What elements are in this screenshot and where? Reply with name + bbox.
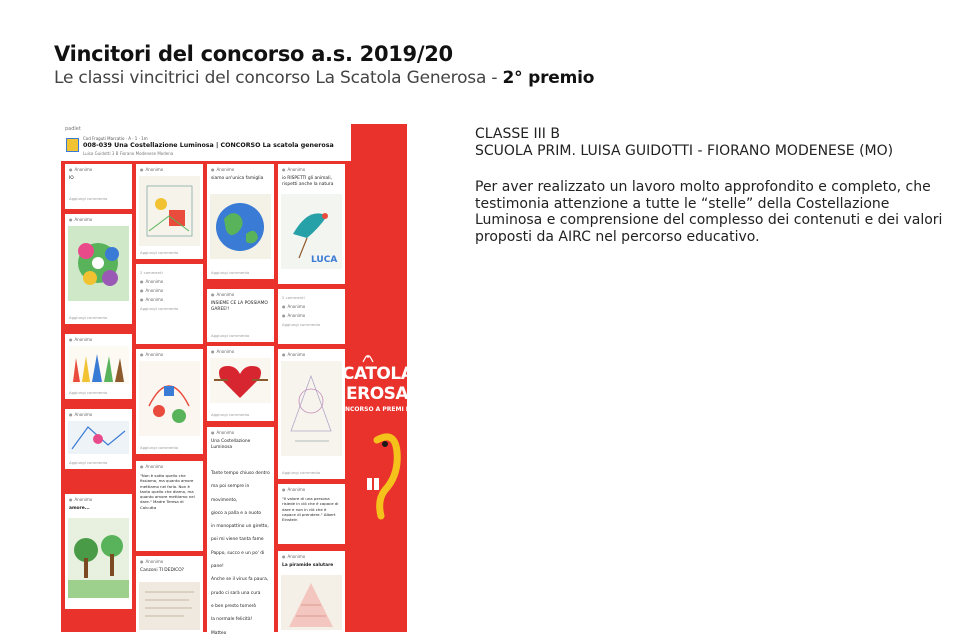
post-card (136, 349, 203, 454)
poem-line: poi mi viene tanta fame (211, 537, 264, 543)
padlet-logo-text: padlet (65, 126, 81, 132)
post-comment-link: Aggiungi commento (140, 445, 179, 450)
post-author: ● Anonimo (140, 288, 199, 293)
page-title: Vincitori del concorso a.s. 2019/20 (54, 42, 453, 66)
post-card (278, 289, 345, 344)
post-card (278, 484, 345, 544)
post-author: ● Anonimo (140, 464, 199, 469)
poem-line: Anche se il virus fa paura, (211, 577, 269, 583)
banner-text-line1: CATOLA (342, 364, 414, 384)
post-comment-link: Aggiungi commento (282, 470, 321, 475)
post-author: ● Anonimo (282, 487, 341, 492)
banner-text-line3: NCORSO A PREMI PE (345, 406, 415, 413)
post-text: "Non è sotto quello che fissiamo, ma quanto amore mettiamo nel farlo. Non è tanto quello che diamo, ma quanto amore mettiamo nel dare." Madre Teresa di Calcutta (140, 473, 195, 510)
post-card-poem (207, 427, 274, 636)
post-comment-link: Aggiungi commento (211, 270, 250, 275)
board-author: Cod Fraguti Marcatio · A · 1 · 1m (83, 136, 148, 141)
post-card (136, 264, 203, 344)
post-author: ● Anonimo (69, 412, 128, 417)
school-name: SCUOLA PRIM. LUISA GUIDOTTI - FIORANO MODENESE (MO) (475, 142, 894, 159)
post-author: ● Anonimo (211, 292, 270, 297)
post-card (136, 461, 203, 551)
ribbon-icon (361, 352, 375, 364)
post-comment-link: Aggiungi commento (140, 306, 179, 311)
post-comments-count: 2 commenti (282, 295, 305, 300)
post-comment-link: Aggiungi commento (211, 333, 250, 338)
post-comment-link: Aggiungi commento (69, 315, 108, 320)
bird-drawing-image (281, 194, 342, 269)
post-comment-link: Aggiungi commento (140, 250, 179, 255)
post-card (65, 334, 132, 399)
poem-line: la normale felicità! (211, 617, 253, 623)
poem-line: gioco a palla e a nuoto (211, 510, 262, 516)
drawing-image (139, 361, 200, 436)
post-author: ● Anonimo (282, 304, 341, 309)
post-card (278, 349, 345, 479)
winner-info (475, 126, 955, 245)
post-card (65, 494, 132, 609)
pyramid-drawing-image (281, 575, 342, 630)
board-title: 008-039 Una Costellazione Luminosa | CONCORSO La scatola generosa (83, 142, 334, 149)
drawing-image (210, 194, 271, 259)
drawing-image (68, 226, 129, 301)
post-comments-count: 2 commenti (140, 270, 163, 275)
post-text: amore... (69, 506, 90, 511)
svg-text:LUCA: LUCA (311, 255, 338, 265)
post-card (207, 164, 274, 279)
post-card (65, 409, 132, 469)
post-card (278, 164, 345, 284)
post-author: ● Anonimo (211, 349, 270, 354)
poem-line: e ben presto tornerò (211, 603, 257, 609)
post-text: INSIEME CE LA POSSIAMO GAREE!! (211, 301, 268, 312)
poem-line: Tante tempo chiuso dentro (211, 471, 270, 476)
post-card (65, 164, 132, 209)
padlet-header (61, 124, 351, 161)
poem-line: Pappo, succo e un po' di pane! (211, 550, 265, 570)
post-comment-link: Aggiungi commento (69, 196, 108, 201)
prize-label: 2° premio (502, 68, 595, 88)
post-author: ● Anonimo (282, 313, 341, 318)
drawing-image (68, 346, 129, 384)
post-author: ● Anonimo (140, 279, 199, 284)
mascot-illustration (367, 430, 407, 520)
post-author: ● Anonimo (140, 352, 199, 357)
post-card (207, 289, 274, 342)
post-author: ● Anonimo (69, 337, 128, 342)
banner-text-line2: EROSA (346, 384, 409, 404)
poem-signature: Matteo (211, 630, 227, 636)
drawing-image (139, 176, 200, 246)
post-author: ● Anonimo (69, 217, 128, 222)
post-text: io RISPETTI gli animali, rispetti anche la natura (282, 176, 334, 187)
post-author: ● Anonimo (211, 167, 270, 172)
post-author: ● Anonimo (140, 167, 199, 172)
post-comment-link: Aggiungi commento (282, 322, 321, 327)
post-author: ● Anonimo (211, 430, 270, 435)
post-author: ● Anonimo (140, 559, 199, 564)
poem-line: ma poi sempre in movimento, (211, 484, 250, 503)
poem-line: prudo ci sarà una cura (211, 590, 261, 596)
heart-drawing-image (210, 358, 271, 403)
subtitle-text: Le classi vincitrici del concorso La Scatola Generosa - (54, 68, 503, 88)
padlet-board-screenshot (61, 124, 415, 636)
post-comment-link: Aggiungi commento (211, 412, 250, 417)
post-card (278, 551, 345, 632)
gift-box-icon (66, 138, 79, 152)
post-text: "Il valore di una persona risiede in ciò che è capace di dare e non in ciò che è capace di prendere." Albert Einstein (282, 496, 339, 523)
post-card (136, 556, 203, 632)
post-author: ● Anonimo (282, 352, 341, 357)
post-author: ● Anonimo (282, 554, 341, 559)
award-description: Per aver realizzato un lavoro molto approfondito e completo, che testimonia attenzione a tutte le “stelle” della Costellazione Luminosa e comprensione del complesso dei contenuti e dei valori proposti da AIRC nel percorso educativo. (475, 179, 943, 245)
post-comment-link: Aggiungi commento (69, 460, 108, 465)
post-text: La piramide salutare (282, 563, 334, 568)
post-text: IO (69, 176, 74, 181)
drawing-image (139, 582, 200, 630)
page-subtitle (54, 68, 594, 88)
post-author: ● Anonimo (69, 167, 128, 172)
post-author: ● Anonimo (140, 297, 199, 302)
post-card (207, 346, 274, 421)
post-author: ● Anonimo (282, 167, 341, 172)
post-comment-link: Aggiungi commento (69, 390, 108, 395)
board-subtitle: Luisa Guidotti 3 B Fiorano Modenese Modena (83, 151, 174, 156)
drawing-image (281, 361, 342, 456)
post-author: ● Anonimo (69, 497, 128, 502)
drawing-image (68, 421, 129, 454)
post-text: Canzoni TI DEDICO? (140, 568, 184, 573)
post-card (136, 164, 203, 259)
post-text: Una Costellazione Luminosa (211, 439, 251, 450)
drawing-image (68, 518, 129, 598)
class-name: CLASSE III B (475, 126, 560, 142)
poem-line: in monopattino un giretto, (211, 524, 269, 530)
post-card (65, 214, 132, 324)
post-text: siamo un'unica famiglia (211, 176, 264, 181)
